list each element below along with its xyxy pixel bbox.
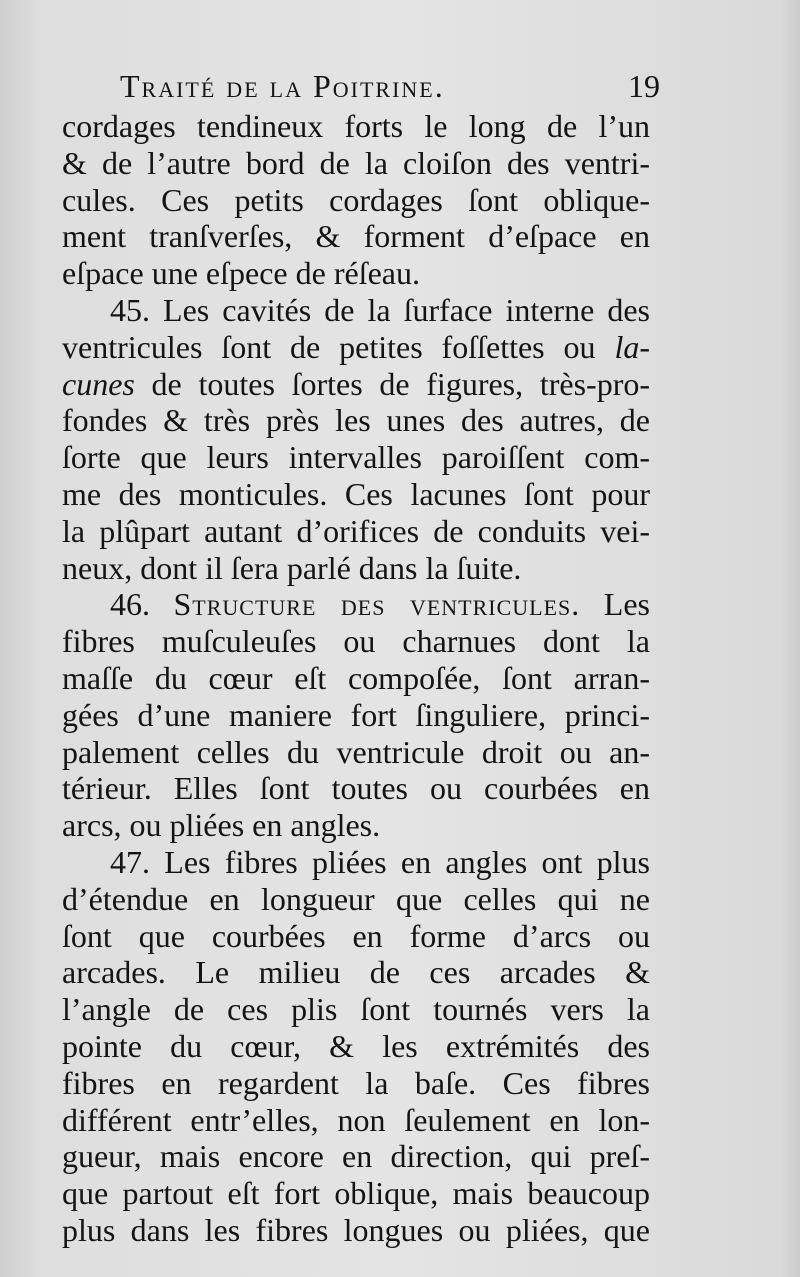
line-text: eſpace une eſpece de réſeau. (62, 255, 420, 292)
running-title: Traité de la Poitrine. (120, 68, 445, 104)
line-text: arcades. Le milieu de ces arcades & (62, 954, 650, 991)
text-line (62, 182, 650, 219)
line-text: me des monticules. Ces lacunes ſont pour (62, 475, 650, 512)
line-text: Les (580, 586, 650, 623)
line-text: neux, dont il ſera parlé dans la ſuite. (62, 549, 522, 586)
line-text: différent entr’elles, non ſeulement en lon- (62, 1101, 650, 1138)
italic-text: cunes (62, 365, 135, 402)
text-line (62, 145, 650, 182)
text-line (62, 218, 650, 255)
line-text: de toutes ſortes de figures, très-pro- (134, 365, 650, 402)
line-text: térieur. Elles ſont toutes ou courbées en (62, 770, 650, 807)
text-line (62, 439, 650, 476)
line-text: palement celles du ventricule droit ou an- (62, 733, 650, 770)
line-text: cordages tendineux forts le long de l’un (62, 108, 650, 144)
text-line (62, 697, 650, 734)
line-text: plus dans les fibres longues ou pliées, que (62, 1211, 650, 1248)
text-line (62, 255, 650, 292)
page-header (120, 68, 660, 112)
line-text: ment tranſverſes, & forment d’eſpace en (62, 218, 650, 255)
text-line (62, 991, 650, 1028)
line-text: gueur, mais encore en direction, qui preſ- (62, 1138, 650, 1175)
text-line (62, 108, 650, 145)
text-body (62, 108, 650, 1249)
text-line (62, 476, 650, 513)
line-text: maſſe du cœur eſt compoſée, ſont arran- (62, 659, 650, 696)
text-line (62, 660, 650, 697)
text-line (62, 844, 650, 881)
line-text: que partout eſt fort oblique, mais beaucoup (62, 1175, 650, 1212)
text-line (62, 366, 650, 403)
text-line (62, 1065, 650, 1102)
text-line (62, 513, 650, 550)
line-text: ventricules ſont de petites foſſettes ou (62, 328, 615, 365)
line-text: fibres muſculeuſes ou charnues dont la (62, 623, 650, 660)
text-line (62, 1175, 650, 1212)
text-line (62, 1028, 650, 1065)
text-line (62, 1102, 650, 1139)
text-line (62, 770, 650, 807)
italic-text: la- (614, 328, 650, 365)
line-text: pointe du cœur, & les extrémités des (62, 1027, 650, 1064)
text-line (62, 807, 650, 844)
text-line (62, 1138, 650, 1175)
text-line (62, 954, 650, 991)
text-line (62, 1212, 650, 1249)
line-text: & de l’autre bord de la cloiſon des ventri- (62, 144, 650, 181)
text-line (62, 586, 650, 623)
line-text: la plûpart autant d’orifices de conduits vei- (62, 512, 650, 549)
line-text: arcs, ou pliées en angles. (62, 807, 381, 844)
line-text: gées d’une maniere fort ſinguliere, princi- (62, 696, 650, 733)
line-text: 46. (110, 586, 174, 623)
section-heading: Structure des ventricules. (173, 586, 581, 623)
line-text: l’angle de ces plis ſont tournés vers la (62, 991, 650, 1028)
text-line (62, 550, 650, 587)
line-text: ſorte que leurs intervalles paroiſſent com- (62, 439, 650, 476)
line-text: ſont que courbées en forme d’arcs ou (62, 917, 650, 954)
line-text: cules. Ces petits cordages ſont oblique- (62, 181, 650, 218)
text-line (62, 734, 650, 771)
line-text: 47. Les fibres pliées en angles ont plus (110, 843, 650, 880)
page-number: 19 (628, 68, 660, 104)
line-text: 45. Les cavités de la ſurface interne des (110, 291, 650, 328)
text-line (62, 402, 650, 439)
text-line (62, 623, 650, 660)
line-text: d’étendue en longueur que celles qui ne (62, 880, 650, 917)
line-text: fibres en regardent la baſe. Ces fibres (62, 1064, 650, 1101)
line-text: fondes & très près les unes des autres, de (62, 402, 650, 439)
text-line (62, 881, 650, 918)
text-line (62, 918, 650, 955)
text-line (62, 329, 650, 366)
text-line (62, 292, 650, 329)
